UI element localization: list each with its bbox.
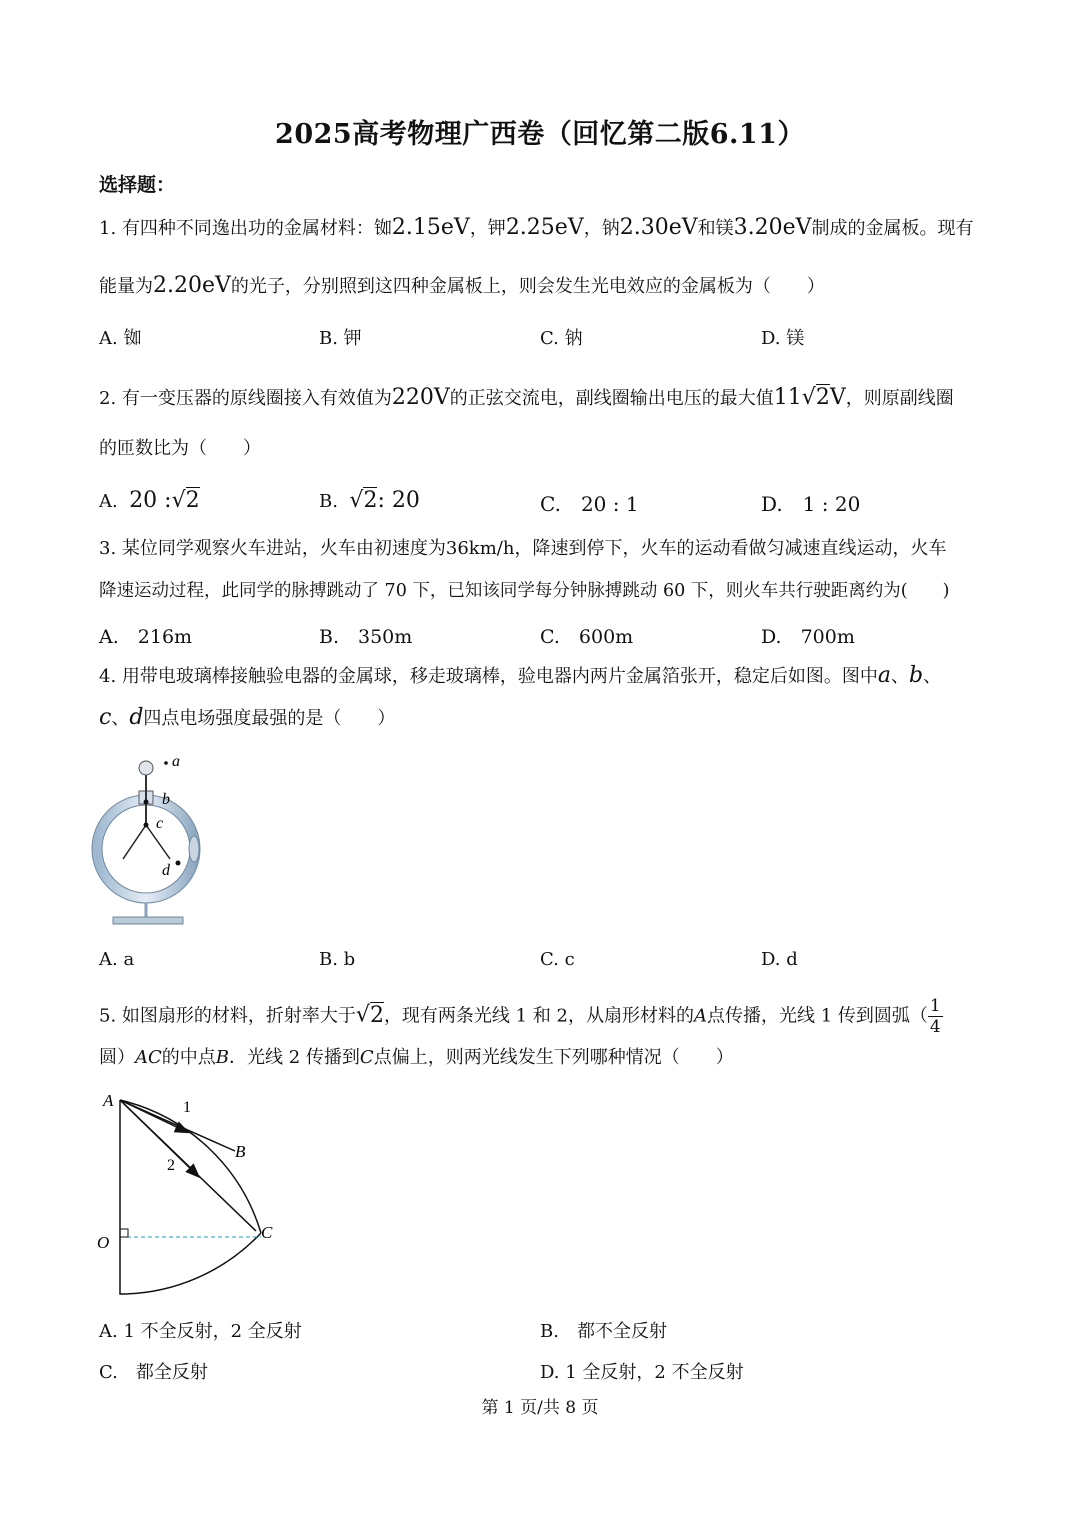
q1-sep: ，钠 [583,218,620,239]
q4-sep: 、 [111,708,130,729]
electroscope-figure [90,750,230,935]
q3-line2: 降速运动过程，此同学的脉搏跳动了 70 下，已知该同学每分钟脉搏跳动 60 下，则火车共行驶距离约为( ) [99,581,950,601]
q4-sep: 、 [923,666,942,687]
label-d: d [162,862,170,879]
q5-option-b: B. 都不全反射 [540,1321,667,1342]
q2-opt-a-ratio: 20 : [129,488,172,513]
q2-opt-label: A. [99,491,118,512]
section-label: 选择题： [99,174,176,196]
q2-text: ，则原副线圈 [845,388,954,409]
label-A: A [103,1091,114,1110]
q1-value-rb: 2.15eV [391,215,470,240]
point-c-dot [144,823,149,828]
ray-1-arrow [120,1100,187,1132]
q4-point-c: c [99,705,112,730]
q5-text: 的中点 [161,1047,216,1068]
q1-value-mg: 3.20eV [733,215,812,240]
label-O: O [97,1233,110,1252]
q1-text: 制成的金属板。现有 [811,218,974,239]
q5-point-b: B [215,1047,230,1068]
q2-line1 [99,386,954,411]
electroscope-base [113,917,183,924]
q1-text: 的光子，分别照到这四种金属板上，则会发生光电效应的金属板为（ ） [230,276,825,297]
electroscope-foil-left [123,825,146,859]
q2-line2: 的匝数比为（ ） [99,438,261,459]
electroscope-ball [139,761,153,775]
page-title: 2025高考物理广西卷（回忆第二版6.11） [275,119,805,150]
q3-option-b: B. 350m [319,626,413,648]
q4-option-a: A. a [99,949,135,970]
q2-unit: V [829,385,846,410]
q5-point-a: A [694,1005,708,1027]
q5-text: 5. 如图扇形的材料，折射率大于 [99,1005,356,1027]
label-a: a [172,753,180,770]
q3-speed: 36km/h [445,538,515,559]
label-b: b [162,791,170,808]
q1-photon-energy: 2.20eV [153,273,231,298]
q2-option-d: D. 1 : 20 [761,492,861,516]
q2-text: 2. 有一变压器的原线圈接入有效值为 [99,388,392,409]
label-c: c [156,815,164,832]
q4-sep: 、 [891,666,910,687]
q4-option-b: B. b [319,949,356,970]
q3-option-d: D. 700m [761,626,855,648]
q2-text: 的正弦交流电，副线圈输出电压的最大值 [449,388,774,409]
q5-point-c: C [359,1047,374,1068]
q4-line2 [99,706,395,731]
electroscope-side-window [189,836,199,862]
q4-point-d: d [129,705,144,730]
q5-frac-den: 4 [929,1017,941,1037]
q4-option-c: C. c [540,949,575,970]
q5-text: ．光线 2 传播到 [229,1047,360,1068]
q5-text: 点传播，光线 1 传到圆弧（ [707,1005,928,1027]
point-b-dot [144,800,149,805]
q2-radicand: 2 [815,385,830,410]
q5-radicand: 2 [369,1002,384,1028]
q1-value-na: 2.30eV [619,215,698,240]
q5-option-a: A. 1 不全反射，2 全反射 [99,1321,302,1342]
q5-fraction [928,996,943,1037]
q1-text: 能量为 [99,276,153,297]
q4-point-b: b [909,663,924,688]
q1-option-d: D. 镁 [761,328,805,349]
sector-outline [120,1100,261,1294]
q5-arc: AC [135,1047,162,1068]
q3-text: ，降速到停下，火车的运动看做匀减速直线运动，火车 [514,538,947,559]
q5-option-c: C. 都全反射 [99,1362,208,1383]
q2-coef: 11 [773,385,802,410]
q1-option-b: B. 钾 [319,328,362,349]
q1-option-a: A. 铷 [99,328,142,349]
point-a-dot [164,761,168,765]
right-angle-mark [120,1229,128,1237]
label-ray-1: 1 [183,1099,191,1116]
label-C: C [261,1223,273,1242]
q4-text: 四点电场强度最强的是（ ） [143,708,396,729]
label-B: B [235,1142,246,1161]
q2-option-a: A. 20 :√2 [99,488,200,513]
q4-line1 [99,664,941,689]
q1-text: 1. 有四种不同逸出功的金属材料：铷 [99,218,392,239]
q1-sep: 和镁 [697,218,734,239]
q2-opt-a-radicand: 2 [185,488,200,513]
q1-line2 [99,274,825,299]
q2-output-voltage: 11√2V [773,385,846,410]
q1-value-k: 2.25eV [505,215,584,240]
q5-text: ，现有两条光线 1 和 2，从扇形材料的 [383,1005,695,1027]
q4-point-a: a [877,663,892,688]
q3-text: 3. 某位同学观察火车进站，火车由初速度为 [99,538,446,559]
q2-opt-b-ratio: : 20 [377,488,420,513]
q5-line2 [99,1046,734,1070]
q1-option-c: C. 钠 [540,328,583,349]
q5-line1: 5. 如图扇形的材料，折射率大于√2，现有两条光线 1 和 2，从扇形材料的A点传播，光线 1 传到圆弧（ $\frac{1}{4}$ [99,996,941,1037]
q5-text: 圆） [99,1047,135,1068]
q2-input-voltage: 220V [391,385,450,410]
q5-text: 点偏上，则两光线发生下列哪种情况（ ） [373,1047,734,1068]
q1-line1 [99,216,974,241]
page-footer: 第 1 页/共 8 页 [481,1398,599,1418]
q4-option-d: D. d [761,949,798,970]
q1-sep: ，钾 [469,218,506,239]
q5-option-d: D. 1 全反射，2 不全反射 [540,1362,744,1383]
q2-opt-b-radicand: 2 [363,488,378,513]
q3-option-c: C. 600m [540,626,634,648]
q4-text: 4. 用带电玻璃棒接触验电器的金属球，移走玻璃棒，验电器内两片金属箔张开，稳定后如图。图中 [99,666,878,687]
point-d-dot [176,861,181,866]
q2-option-c: C. 20 : 1 [540,492,639,516]
q5-frac-num: 1 [929,996,941,1016]
q2-option-b: B. √2: 20 [319,488,420,513]
sector-figure [95,1085,295,1300]
q2-opt-label: B. [319,491,338,512]
label-ray-2: 2 [167,1157,175,1174]
q3-option-a: A. 216m [99,626,193,648]
q3-line1 [99,537,946,561]
